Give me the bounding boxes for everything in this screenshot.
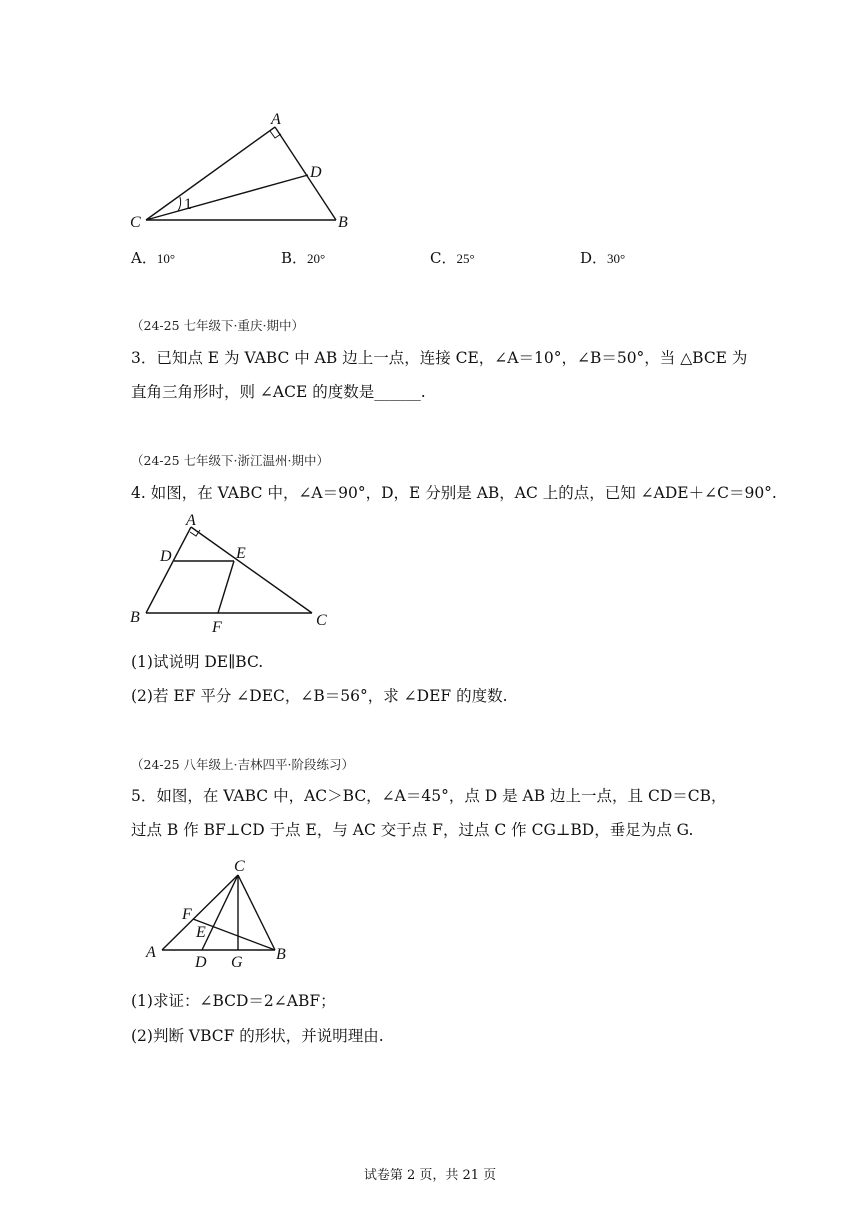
q5-line1: 5．如图，在 VABC 中，AC＞BC，∠A＝45°，点 D 是 AB 边上一点，且 CD＝CB， <box>131 787 727 805</box>
option-c: C．25° <box>430 249 475 267</box>
label-angle-1: 1 <box>184 196 192 213</box>
label-D: D <box>160 548 172 565</box>
label-E: E <box>236 545 246 562</box>
q4-source: （24-25 七年级下·浙江温州·期中） <box>131 453 329 468</box>
q3-line1: 3．已知点 E 为 VABC 中 AB 边上一点，连接 CE，∠A＝10°，∠B＝50°，当 △BCE 为 <box>131 349 748 367</box>
q3-source: （24-25 七年级下·重庆·期中） <box>131 318 304 333</box>
label-A: A <box>271 111 281 128</box>
q3-line2: 直角三角形时，则 ∠ACE 的度数是______. <box>131 383 426 401</box>
figure-q5-triangle <box>140 855 300 970</box>
page-footer: 试卷第 2 页，共 21 页 <box>363 1168 497 1183</box>
label-A: A <box>186 512 196 529</box>
label-F: F <box>182 906 192 923</box>
label-B: B <box>338 214 348 231</box>
q4-part2: (2)若 EF 平分 ∠DEC，∠B＝56°，求 ∠DEF 的度数. <box>131 687 508 705</box>
label-C: C <box>130 214 141 231</box>
label-D: D <box>310 164 322 181</box>
q4-line1: 4. 如图，在 VABC 中，∠A＝90°，D，E 分别是 AB，AC 上的点，已知 ∠ADE＋∠C＝90°. <box>131 484 777 502</box>
option-b: B．20° <box>281 249 326 267</box>
option-a: A．10° <box>131 249 176 267</box>
label-B: B <box>276 946 286 963</box>
label-F: F <box>212 619 222 635</box>
q5-part2: (2)判断 VBCF 的形状，并说明理由. <box>131 1027 384 1045</box>
q5-line2: 过点 B 作 BF⊥CD 于点 E，与 AC 交于点 F，过点 C 作 CG⊥BD，垂足为点 G. <box>131 821 694 839</box>
label-E: E <box>196 924 206 941</box>
label-B: B <box>130 609 140 626</box>
figure-q2-triangle <box>120 105 360 235</box>
label-C: C <box>234 858 245 875</box>
label-G: G <box>231 954 243 970</box>
figure-q4-triangle <box>120 510 350 635</box>
label-A: A <box>146 944 156 961</box>
label-C: C <box>316 612 327 629</box>
q4-part1: (1)试说明 DE∥BC. <box>131 653 264 671</box>
q5-part1: (1)求证：∠BCD＝2∠ABF； <box>131 992 336 1010</box>
q5-source: （24-25 八年级上·吉林四平·阶段练习） <box>131 757 354 772</box>
label-D: D <box>195 954 207 970</box>
option-d: D．30° <box>580 249 626 267</box>
